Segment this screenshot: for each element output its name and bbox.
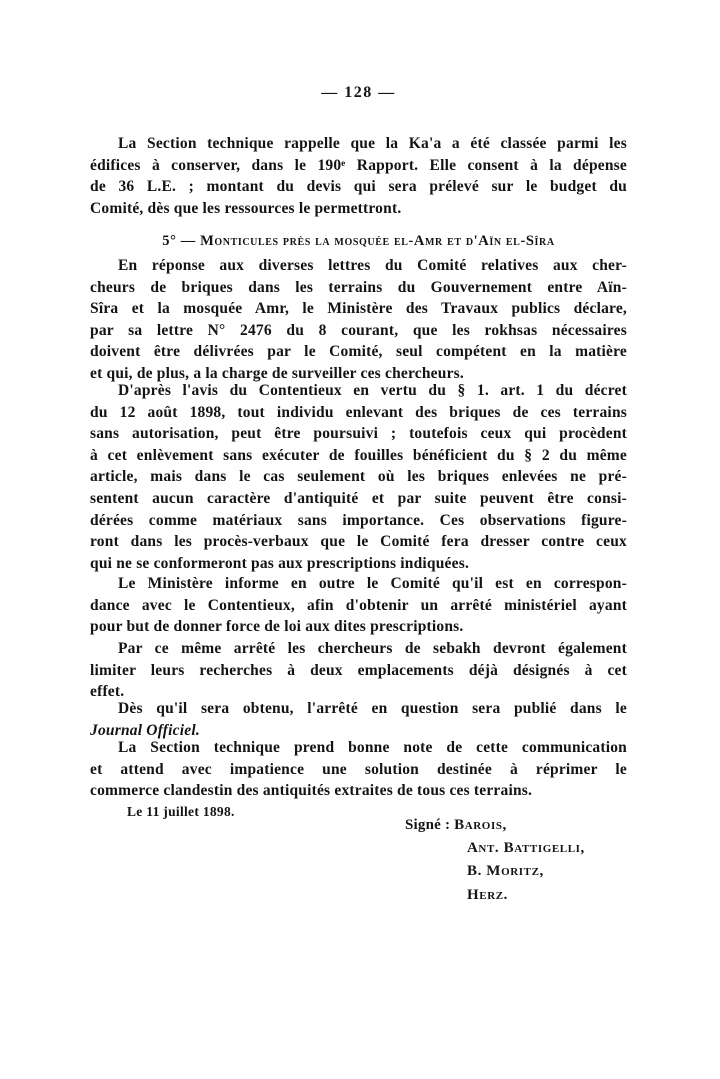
text-line: à cet enlèvement sans exécuter de fouilles bénéficient du § 2 du même	[90, 446, 627, 464]
text-line: dance avec le Contentieux, afin d'obtenir un arrêté ministériel ayant	[90, 596, 627, 614]
text-line: Comité, dès que les ressources le permettront.	[90, 199, 402, 217]
signature-label: Signé :	[405, 817, 451, 833]
text-line: dérées comme matériaux sans importance. Ces observations figure-	[90, 511, 627, 529]
text-line: Par ce même arrêté les chercheurs de sebakh devront également	[118, 640, 627, 657]
text-line: du 12 août 1898, tout individu enlevant des briques de ces terrains	[90, 403, 627, 421]
text-line: de 36 L.E. ; montant du devis qui sera prélevé sur le budget du	[90, 178, 627, 196]
paragraph-5	[90, 638, 627, 703]
paragraph-6	[90, 698, 627, 741]
section-heading: 5° — Monticules près la mosquée el-Amr et d'Aïn el-Sîra	[162, 233, 555, 249]
text-line: effet.	[90, 683, 125, 701]
text-line: sentent aucun caractère d'antiquité et par suite peuvent être consi-	[90, 489, 627, 507]
text-line: article, mais dans le cas seulement où les briques enlevées ne pré-	[90, 468, 627, 486]
paragraph-7	[90, 737, 627, 802]
paragraph-4	[90, 573, 627, 638]
text-line: doivent être délivrées par le Comité, seul compétent en la matière	[90, 343, 627, 361]
text-line: édifices à conserver, dans le 190ᵉ Rapport. Elle consent à la dépense	[90, 156, 627, 174]
signature-name-2: Ant. Battigelli,	[467, 840, 585, 857]
signature-name-4: Herz.	[467, 886, 509, 903]
text-line: par sa lettre N° 2476 du 8 courant, que les rokhsas nécessaires	[90, 321, 627, 339]
text-line: et attend avec impatience une solution destinée à réprimer le	[90, 760, 627, 778]
paragraph-3	[90, 380, 627, 574]
text-line: sans autorisation, peut être poursuivi ; toutefois ceux qui procèdent	[90, 425, 627, 443]
text-line: Sîra et la mosquée Amr, le Ministère des Travaux publics déclare,	[90, 300, 627, 318]
signature-name-1: Barois,	[454, 817, 507, 833]
paragraph-1	[90, 133, 627, 219]
text-line: commerce clandestin des antiquités extraites de tous ces terrains.	[90, 782, 533, 800]
text-line: ront dans les procès-verbaux que le Comité fera dresser contre ceux	[90, 533, 627, 551]
text-line: cheurs de briques dans les terrains du Gouvernement entre Aïn-	[90, 278, 627, 296]
text-line: Dès qu'il sera obtenu, l'arrêté en question sera publié dans le	[118, 700, 627, 717]
text-line: limiter leurs recherches à deux emplacements déjà désignés à cet	[90, 661, 627, 679]
signature-name-3: B. Moritz,	[467, 863, 544, 880]
page-number: — 128 —	[321, 84, 396, 101]
text-line: La Section technique prend bonne note de cette communication	[118, 739, 627, 756]
text-line: et qui, de plus, a la charge de surveiller ces chercheurs.	[90, 364, 464, 382]
date-line: Le 11 juillet 1898.	[127, 804, 235, 819]
text-line: qui ne se conformeront pas aux prescriptions indiquées.	[90, 554, 470, 572]
text-line-journal-officiel: Journal Officiel.	[90, 721, 200, 739]
paragraph-2	[90, 255, 627, 385]
signature-block	[405, 814, 585, 907]
text-line: D'après l'avis du Contentieux en vertu du § 1. art. 1 du décret	[118, 382, 627, 399]
text-line: Le Ministère informe en outre le Comité qu'il est en correspon-	[118, 575, 627, 592]
text-line: pour but de donner force de loi aux dites prescriptions.	[90, 618, 464, 636]
text-line: En réponse aux diverses lettres du Comité relatives aux cher-	[118, 257, 627, 274]
text-line: La Section technique rappelle que la Ka'a a été classée parmi les	[118, 135, 627, 152]
